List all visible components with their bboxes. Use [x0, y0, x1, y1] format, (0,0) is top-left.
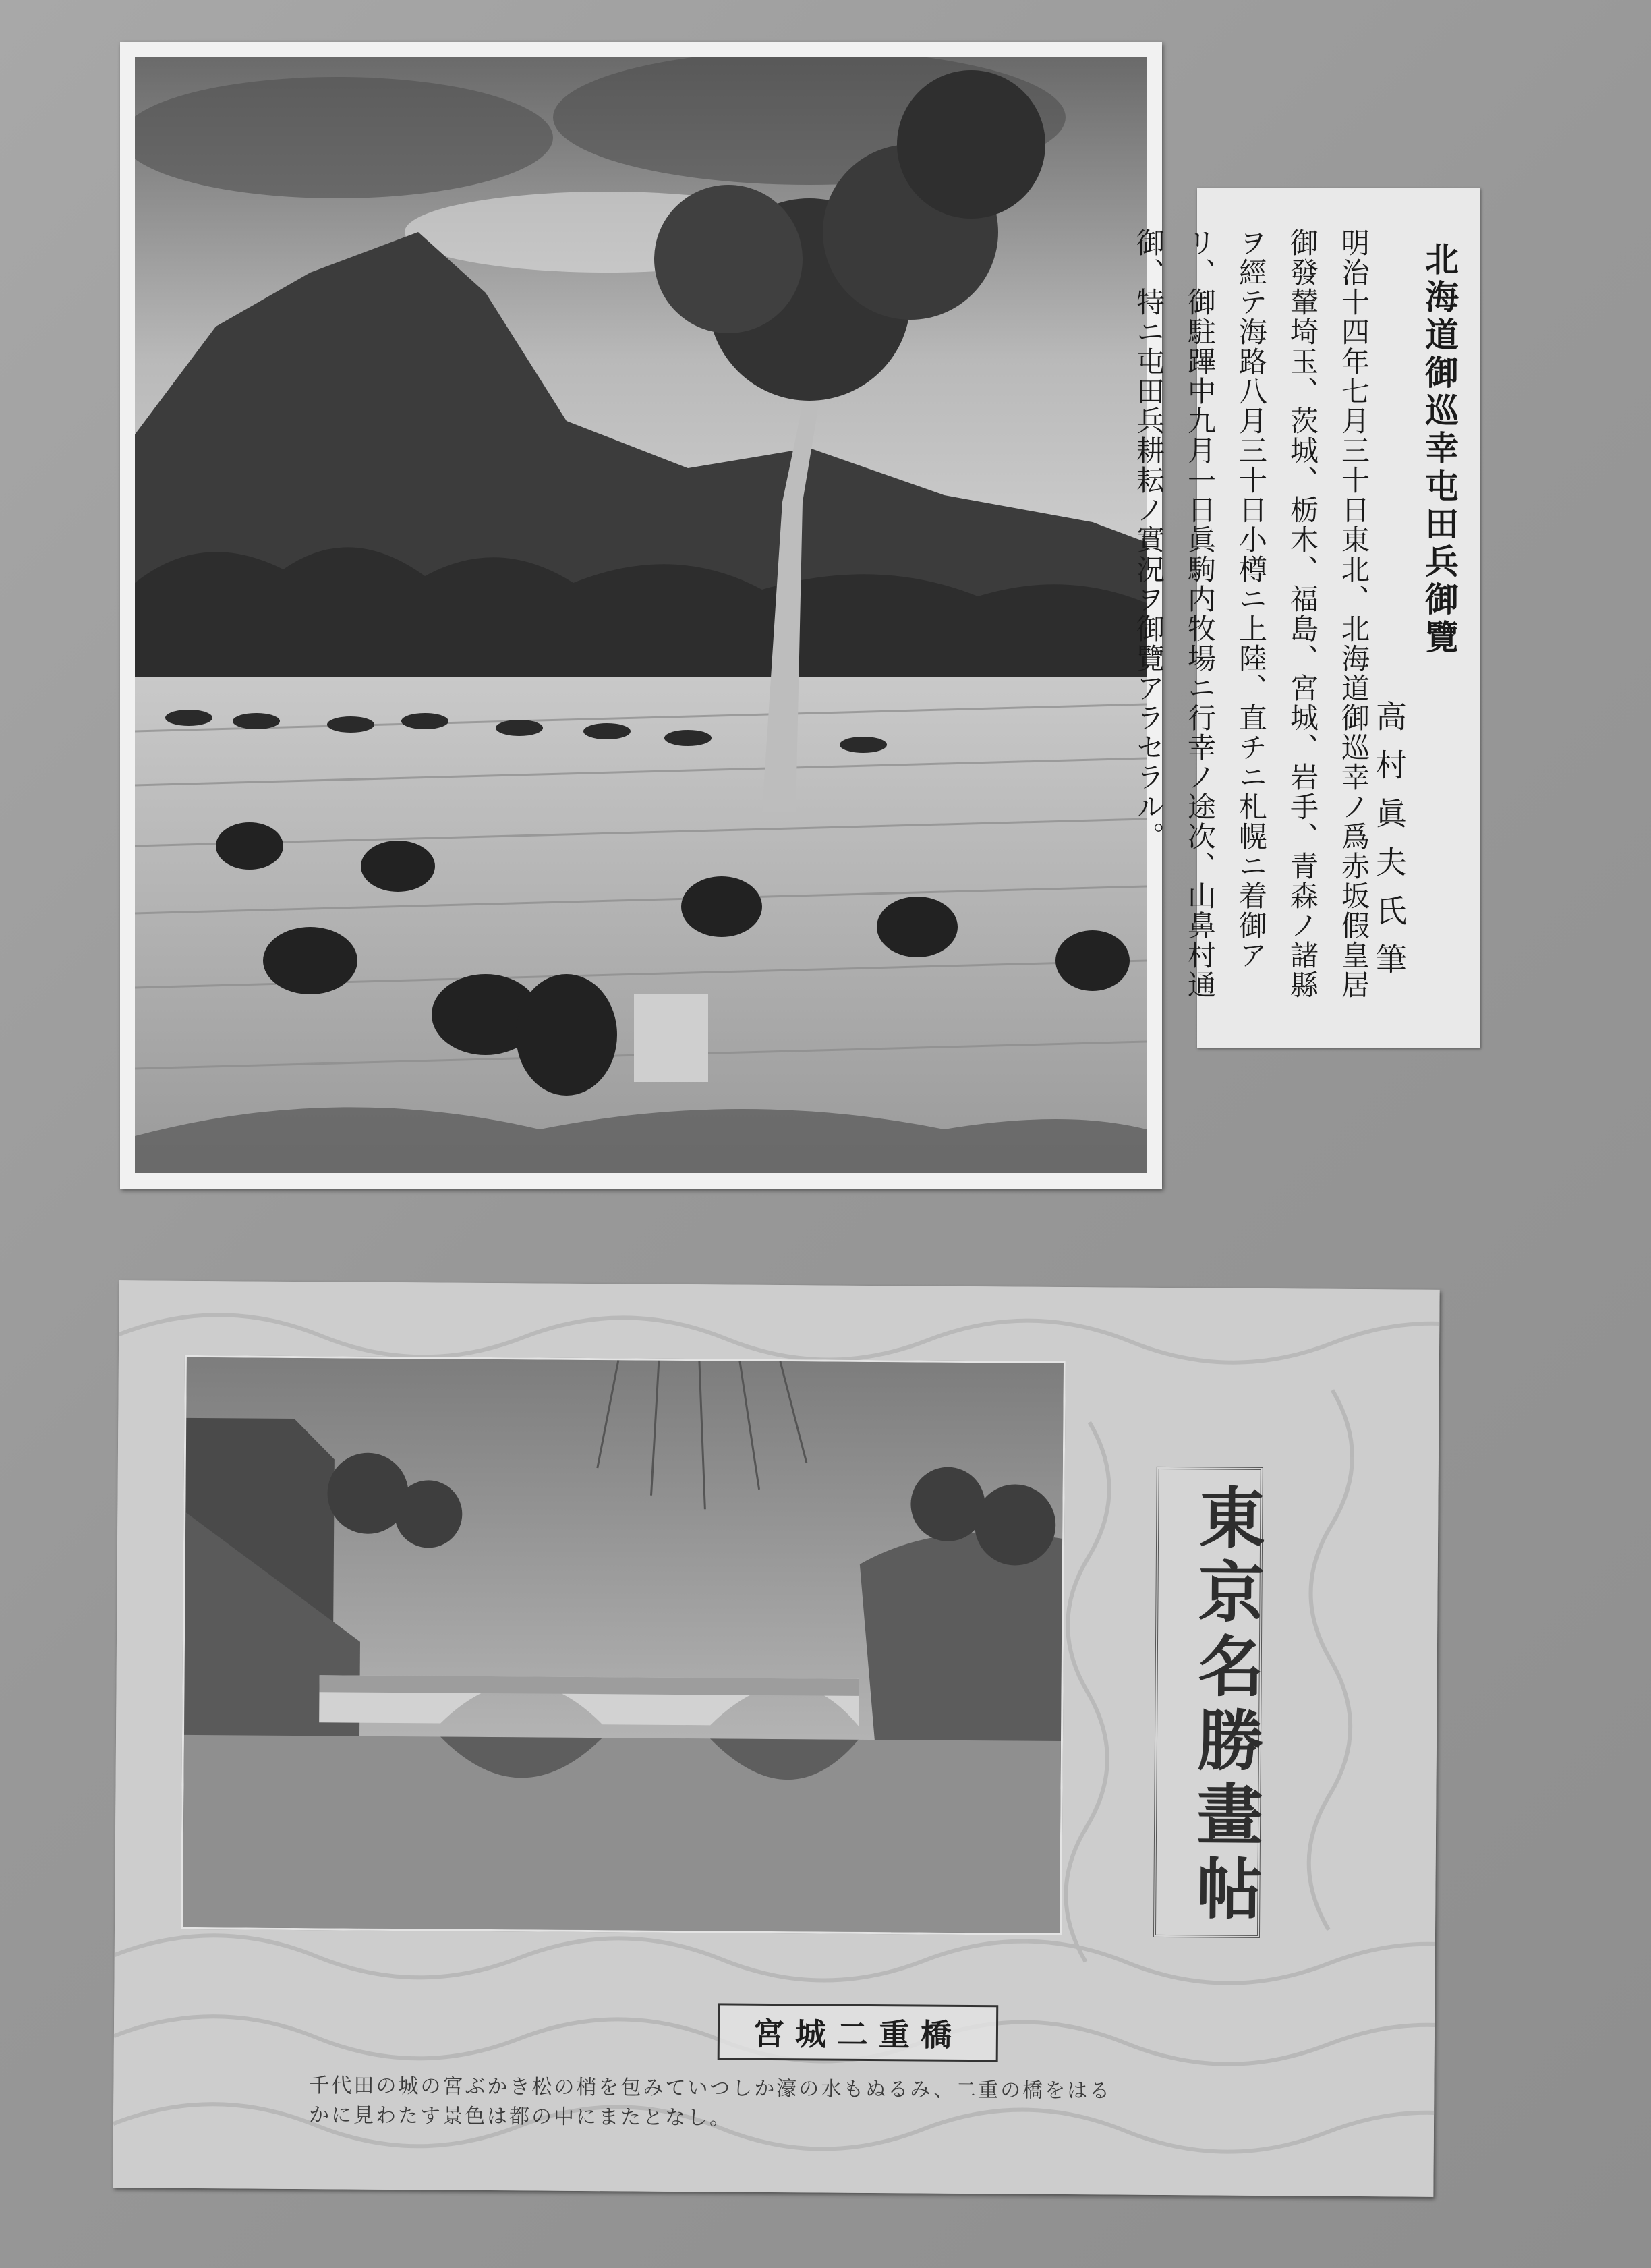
- place-label: 宮城二重橋: [753, 2015, 963, 2053]
- top-illustration: [120, 42, 1162, 1189]
- nijubashi-bridge-image: [183, 1357, 1064, 1933]
- tree-stump: [634, 994, 708, 1082]
- place-description: 千代田の城の宮ぶかき松の梢を包みていつしか濠の水もぬるみ、二重の橋をはるかに見わたす景色は都の中にまたとなし。: [308, 2074, 1112, 2130]
- caption-body: 明治十四年七月三十日東北、北海道御巡幸ノ爲赤坂假皇居御發輦埼玉、茨城、栃木、福島、宮城、岩手、青森ノ諸縣ヲ經テ海路八月三十日小樽ニ上陸、直チニ札幌ニ着御アリ、御駐蹕中九月一日眞駒内牧場ニ行幸ノ途次、山鼻村通御、特ニ屯田兵耕耘ノ實況ヲ御覽アラセラル。: [1132, 228, 1370, 1000]
- field: [135, 677, 1147, 1173]
- postcard: [113, 1280, 1439, 2197]
- caption-author: 高村眞夫氏筆: [1371, 700, 1408, 992]
- series-title-panel: [1153, 1467, 1266, 1938]
- nijubashi-photo: [181, 1355, 1066, 1935]
- caption-slip: [1132, 188, 1480, 1048]
- place-label-box: [718, 2003, 999, 2062]
- farming-scene-painting: [135, 57, 1147, 1173]
- caption-title: 北海道御巡幸屯田兵御覽: [1420, 242, 1459, 657]
- series-title: 東京名勝畫帖: [1185, 1483, 1266, 1929]
